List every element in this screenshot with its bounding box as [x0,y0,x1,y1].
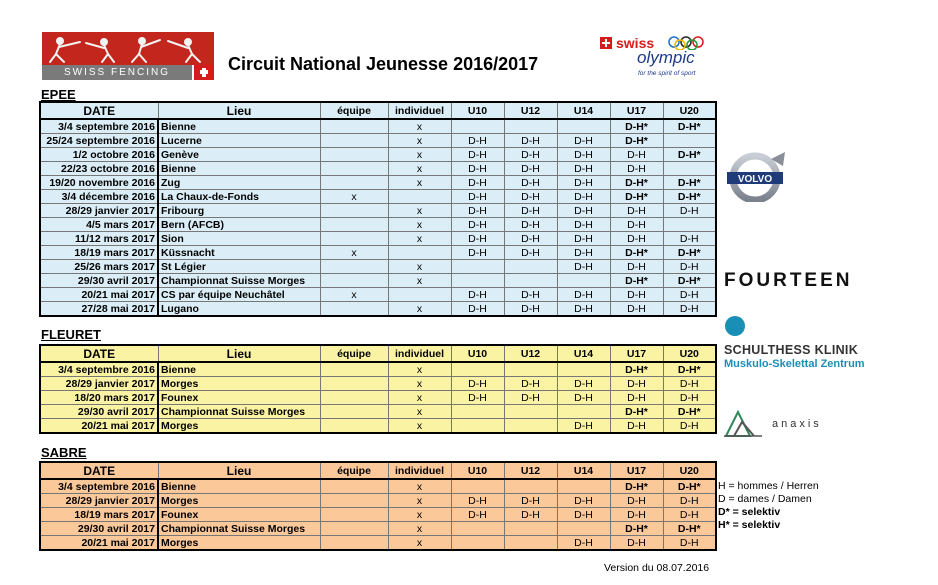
cell-individuel: x [388,162,451,176]
cell-u12: D-H [504,204,557,218]
cell-u17: D-H [610,288,663,302]
fencers-image [42,32,214,65]
cell-u14: D-H [557,148,610,162]
swiss-olympic-tagline: for the spirit of sport [638,70,696,77]
column-header-u10: U10 [451,345,504,362]
cell-u17: D-H* [610,479,663,494]
cell-date: 20/21 mai 2017 [40,288,158,302]
table-row [40,302,716,317]
cell-individuel [388,190,451,204]
cell-lieu: Championnat Suisse Morges [158,522,320,536]
cell-lieu: CS par équipe Neuchâtel [158,288,320,302]
swiss-olympic-swiss: swiss [616,35,655,51]
cell-equipe [320,391,388,405]
cell-date: 18/19 mars 2017 [40,246,158,260]
sabre-table [39,461,717,551]
cell-individuel: x [388,176,451,190]
anaxis-name: anaxis [772,418,822,430]
cell-u12: D-H [504,288,557,302]
cell-u17: D-H [610,232,663,246]
cell-u14: D-H [557,302,610,317]
header-row [40,462,716,479]
cell-u14: D-H [557,419,610,434]
cell-lieu: Küssnacht [158,246,320,260]
cell-equipe [320,302,388,317]
schulthess-name: SCHULTHESS KLINIK [724,343,859,357]
cell-equipe [320,218,388,232]
cell-u17: D-H* [610,274,663,288]
cell-individuel: x [388,232,451,246]
cell-u17: D-H [610,494,663,508]
cell-lieu: Bienne [158,162,320,176]
schulthess-icon [725,316,745,336]
cell-u12: D-H [504,148,557,162]
cell-date: 29/30 avril 2017 [40,522,158,536]
column-header-equipe: équipe [320,102,388,119]
cell-lieu: Fribourg [158,204,320,218]
cell-u14: D-H [557,391,610,405]
cell-u10: D-H [451,232,504,246]
cell-date: 28/29 janvier 2017 [40,377,158,391]
column-header-lieu: Lieu [158,102,320,119]
cell-u14: D-H [557,494,610,508]
cell-u20: D-H* [663,176,716,190]
cell-date: 4/5 mars 2017 [40,218,158,232]
cell-date: 29/30 avril 2017 [40,405,158,419]
column-header-u20: U20 [663,462,716,479]
cell-u20: D-H* [663,479,716,494]
cell-u20: D-H [663,377,716,391]
cell-individuel: x [388,494,451,508]
column-header-u20: U20 [663,345,716,362]
header-row [40,345,716,362]
cell-individuel: x [388,204,451,218]
table-row [40,148,716,162]
cell-date: 28/29 janvier 2017 [40,204,158,218]
table-row [40,162,716,176]
cell-equipe [320,494,388,508]
cell-individuel: x [388,218,451,232]
cell-date: 19/20 novembre 2016 [40,176,158,190]
cell-individuel: x [388,148,451,162]
cell-u10: D-H [451,377,504,391]
cell-individuel: x [388,260,451,274]
cell-u20: D-H [663,204,716,218]
section-title-epee: EPEE [41,87,76,102]
cell-lieu: St Légier [158,260,320,274]
cell-u14: D-H [557,162,610,176]
cell-u20: D-H [663,391,716,405]
volvo-logo [723,150,791,202]
cell-date: 25/24 septembre 2016 [40,134,158,148]
cell-lieu: Lugano [158,302,320,317]
cell-u20: D-H [663,536,716,551]
swiss-flag-icon [194,65,214,80]
cell-u12 [504,522,557,536]
column-header-lieu: Lieu [158,462,320,479]
cell-u17: D-H* [610,176,663,190]
cell-date: 29/30 avril 2017 [40,274,158,288]
cell-u17: D-H [610,218,663,232]
table-row [40,522,716,536]
column-header-equipe: équipe [320,345,388,362]
cell-u12 [504,274,557,288]
cell-u10: D-H [451,148,504,162]
swiss-fencing-label: SWISS FENCING [42,65,192,80]
cell-individuel: x [388,119,451,134]
cell-date: 25/26 mars 2017 [40,260,158,274]
cell-u12 [504,419,557,434]
column-header-u20: U20 [663,102,716,119]
cell-equipe [320,204,388,218]
column-header-equipe: équipe [320,462,388,479]
cell-u14 [557,274,610,288]
cell-lieu: Morges [158,377,320,391]
cell-u17: D-H* [610,405,663,419]
cell-u20: D-H* [663,246,716,260]
cell-individuel: x [388,274,451,288]
cell-individuel: x [388,391,451,405]
column-header-u12: U12 [504,102,557,119]
cell-individuel: x [388,508,451,522]
cell-date: 1/2 octobre 2016 [40,148,158,162]
cell-u20: D-H* [663,274,716,288]
cell-u10: D-H [451,176,504,190]
cell-lieu: Founex [158,391,320,405]
cell-date: 27/28 mai 2017 [40,302,158,317]
volvo-wordmark: VOLVO [737,174,773,185]
cell-u10: D-H [451,190,504,204]
column-header-date: DATE [40,462,158,479]
cell-date: 3/4 septembre 2016 [40,362,158,377]
table-row [40,494,716,508]
cell-lieu: Morges [158,494,320,508]
cell-u20: D-H* [663,362,716,377]
column-header-u17: U17 [610,462,663,479]
cell-date: 20/21 mai 2017 [40,419,158,434]
version-note: Version du 08.07.2016 [604,562,710,574]
cell-lieu: La Chaux-de-Fonds [158,190,320,204]
cell-date: 3/4 septembre 2016 [40,479,158,494]
cell-u14: D-H [557,218,610,232]
table-row [40,405,716,419]
cell-u12 [504,479,557,494]
cell-date: 18/19 mars 2017 [40,508,158,522]
cell-lieu: Morges [158,536,320,551]
cell-u20: D-H [663,260,716,274]
cell-u17: D-H* [610,119,663,134]
cell-equipe [320,162,388,176]
cell-u17: D-H [610,536,663,551]
cell-u10: D-H [451,494,504,508]
cell-u14: D-H [557,190,610,204]
cell-equipe: x [320,246,388,260]
cell-u20: D-H [663,302,716,317]
cell-individuel: x [388,362,451,377]
cell-u17: D-H [610,260,663,274]
cell-lieu: Championnat Suisse Morges [158,405,320,419]
cell-u20: D-H [663,508,716,522]
cell-u10: D-H [451,391,504,405]
column-header-u14: U14 [557,345,610,362]
cell-u12 [504,260,557,274]
cell-date: 20/21 mai 2017 [40,536,158,551]
table-row [40,134,716,148]
table-row [40,536,716,551]
cell-date: 3/4 décembre 2016 [40,190,158,204]
table-row [40,288,716,302]
column-header-date: DATE [40,345,158,362]
cell-u14: D-H [557,134,610,148]
column-header-individuel: individuel [388,345,451,362]
cell-u12: D-H [504,232,557,246]
table-row [40,479,716,494]
cell-u20: D-H* [663,148,716,162]
cell-u10 [451,536,504,551]
cell-individuel: x [388,134,451,148]
cell-lieu: Sion [158,232,320,246]
cell-equipe [320,479,388,494]
cell-lieu: Morges [158,419,320,434]
header-row [40,102,716,119]
swiss-olympic-logo [600,34,715,82]
cell-lieu: Lucerne [158,134,320,148]
cell-u12: D-H [504,391,557,405]
cell-lieu: Founex [158,508,320,522]
cell-lieu: Bern (AFCB) [158,218,320,232]
cell-equipe [320,119,388,134]
column-header-u10: U10 [451,102,504,119]
cell-u20: D-H* [663,405,716,419]
cell-date: 18/20 mars 2017 [40,391,158,405]
cell-u10 [451,522,504,536]
swiss-cross-icon [600,37,612,49]
cell-u17: D-H* [610,362,663,377]
cell-u17: D-H* [610,190,663,204]
table-row [40,508,716,522]
table-row [40,176,716,190]
cell-equipe [320,508,388,522]
cell-lieu: Championnat Suisse Morges [158,274,320,288]
cell-equipe [320,176,388,190]
cell-u12: D-H [504,302,557,317]
cell-u10 [451,274,504,288]
cell-u10: D-H [451,508,504,522]
column-header-individuel: individuel [388,462,451,479]
cell-u10: D-H [451,134,504,148]
section-title-sabre: SABRE [41,445,87,460]
table-row [40,260,716,274]
cell-lieu: Genève [158,148,320,162]
cell-equipe [320,362,388,377]
cell-u20 [663,134,716,148]
table-row [40,377,716,391]
cell-u12: D-H [504,176,557,190]
cell-u12: D-H [504,377,557,391]
cell-u14 [557,119,610,134]
column-header-u12: U12 [504,345,557,362]
cell-u12: D-H [504,162,557,176]
cell-u12: D-H [504,134,557,148]
cell-u12: D-H [504,246,557,260]
cell-u14 [557,405,610,419]
cell-u14: D-H [557,288,610,302]
table-row [40,391,716,405]
cell-u10: D-H [451,204,504,218]
cell-date: 3/4 septembre 2016 [40,119,158,134]
table-row [40,246,716,260]
cell-u10 [451,362,504,377]
cell-u20: D-H* [663,522,716,536]
page-title: Circuit National Jeunesse 2016/2017 [228,54,539,74]
legend-item: H* = selektiv [718,519,781,531]
cell-u12: D-H [504,190,557,204]
cell-u14 [557,479,610,494]
cell-u12: D-H [504,494,557,508]
cell-equipe: x [320,190,388,204]
cell-u10: D-H [451,246,504,260]
cell-date: 28/29 janvier 2017 [40,494,158,508]
table-row [40,119,716,134]
cell-u20 [663,218,716,232]
cell-u12 [504,536,557,551]
cell-u20: D-H [663,288,716,302]
cell-u10 [451,479,504,494]
table-row [40,232,716,246]
column-header-u17: U17 [610,102,663,119]
cell-date: 11/12 mars 2017 [40,232,158,246]
table-row [40,218,716,232]
cell-lieu: Bienne [158,479,320,494]
cell-u14: D-H [557,246,610,260]
swiss-olympic-olympic: olympic [637,48,695,67]
cell-u12 [504,405,557,419]
cell-u10: D-H [451,302,504,317]
cell-u20 [663,162,716,176]
section-title-fleuret: FLEURET [41,327,101,342]
table-row [40,204,716,218]
column-header-u14: U14 [557,462,610,479]
column-header-date: DATE [40,102,158,119]
cell-date: 22/23 octobre 2016 [40,162,158,176]
cell-u14 [557,362,610,377]
cell-u10 [451,405,504,419]
column-header-u10: U10 [451,462,504,479]
cell-u10: D-H [451,288,504,302]
cell-u17: D-H* [610,134,663,148]
cell-lieu: Zug [158,176,320,190]
cell-equipe [320,377,388,391]
cell-individuel: x [388,536,451,551]
cell-u14: D-H [557,232,610,246]
swiss-fencing-logo [42,32,214,80]
cell-u20: D-H [663,232,716,246]
table-row [40,274,716,288]
cell-individuel: x [388,419,451,434]
cell-u20: D-H [663,419,716,434]
cell-u20: D-H* [663,119,716,134]
column-header-u12: U12 [504,462,557,479]
cell-u14: D-H [557,176,610,190]
cell-u17: D-H [610,377,663,391]
cell-u14: D-H [557,204,610,218]
cell-u12 [504,362,557,377]
anaxis-icon [724,408,764,438]
cell-u17: D-H [610,148,663,162]
cell-lieu: Bienne [158,362,320,377]
cell-u12 [504,119,557,134]
cell-equipe [320,274,388,288]
cell-u14: D-H [557,377,610,391]
schulthess-subtitle: Muskulo-Skelettal Zentrum [724,358,865,370]
cell-u14 [557,522,610,536]
cell-lieu: Bienne [158,119,320,134]
cell-u10 [451,119,504,134]
legend-item: H = hommes / Herren [718,480,819,492]
cell-u10 [451,419,504,434]
cell-equipe [320,536,388,551]
cell-u10: D-H [451,218,504,232]
cell-u17: D-H [610,508,663,522]
column-header-u14: U14 [557,102,610,119]
cell-equipe: x [320,288,388,302]
cell-individuel: x [388,479,451,494]
legend-item: D = dames / Damen [718,493,812,505]
cell-u14: D-H [557,260,610,274]
cell-equipe [320,405,388,419]
column-header-u17: U17 [610,345,663,362]
cell-u17: D-H* [610,522,663,536]
table-row [40,362,716,377]
cell-individuel: x [388,405,451,419]
cell-u17: D-H [610,391,663,405]
cell-u12: D-H [504,508,557,522]
table-row [40,190,716,204]
fleuret-table [39,344,717,434]
cell-u17: D-H [610,302,663,317]
cell-u14: D-H [557,508,610,522]
cell-individuel: x [388,377,451,391]
cell-u20: D-H [663,494,716,508]
cell-equipe [320,419,388,434]
cell-u12: D-H [504,218,557,232]
epee-table [39,101,717,317]
cell-equipe [320,134,388,148]
cell-equipe [320,148,388,162]
fourteen-logo: FOURTEEN [724,270,853,291]
cell-u20: D-H* [663,190,716,204]
cell-individuel: x [388,522,451,536]
cell-individuel [388,288,451,302]
cell-u17: D-H [610,204,663,218]
cell-individuel: x [388,302,451,317]
cell-u10: D-H [451,162,504,176]
table-row [40,419,716,434]
column-header-individuel: individuel [388,102,451,119]
cell-u17: D-H [610,419,663,434]
cell-u17: D-H* [610,246,663,260]
cell-u14: D-H [557,536,610,551]
column-header-lieu: Lieu [158,345,320,362]
cell-equipe [320,260,388,274]
cell-equipe [320,522,388,536]
cell-equipe [320,232,388,246]
legend-item: D* = selektiv [718,506,781,518]
cell-u10 [451,260,504,274]
cell-u17: D-H [610,162,663,176]
cell-individuel [388,246,451,260]
